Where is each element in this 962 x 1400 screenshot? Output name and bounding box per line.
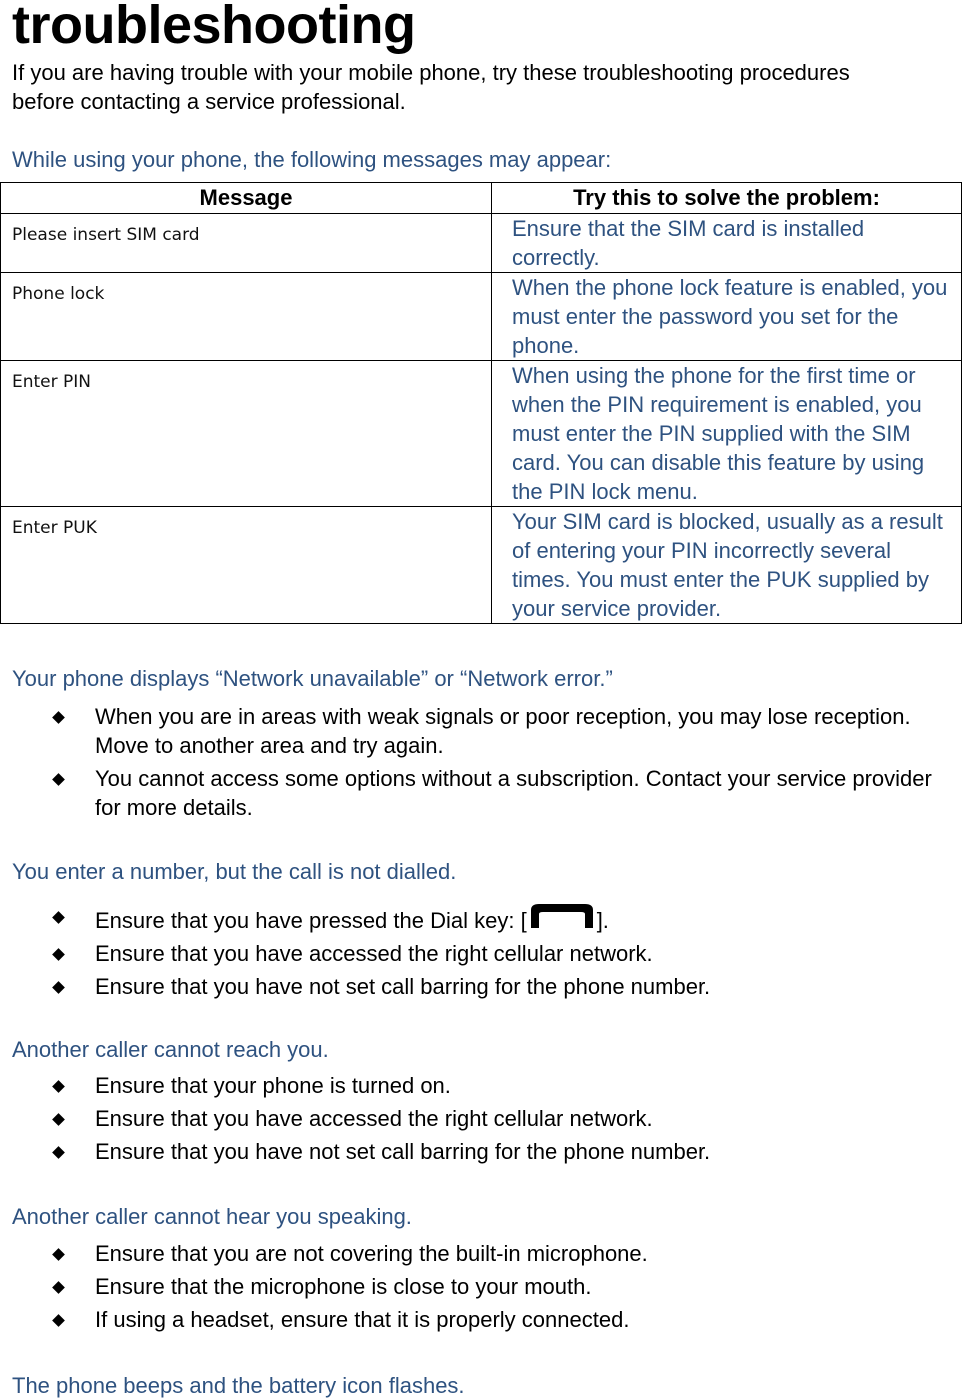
table-row [1, 507, 962, 624]
messages-heading: While using your phone, the following messages may appear: [12, 147, 612, 172]
list-item [0, 702, 962, 760]
dial-key-icon [527, 902, 597, 930]
solution-cell: Your SIM card is blocked, usually as a result of entering your PIN incorrectly several times. You must enter the PUK supplied by your service provider. [492, 507, 962, 624]
diamond-bullet-icon [52, 1113, 65, 1126]
section-heading: Another caller cannot hear you speaking. [12, 1204, 412, 1229]
list-item-text: Ensure that you have not set call barring for the phone number. [95, 974, 711, 999]
list-item-text: When you are in areas with weak signals or poor reception, you may lose reception. Move to another area and try again. [95, 704, 911, 758]
list-item [0, 939, 962, 968]
message-cell: Phone lock [1, 273, 492, 361]
solution-cell: When using the phone for the first time or when the PIN requirement is enabled, you must enter the PIN supplied with the SIM card. You can disable this feature by using the PIN lock menu. [492, 361, 962, 507]
list-item-text: Ensure that you are not covering the built-in microphone. [95, 1241, 648, 1266]
list-item-text: ]. [596, 908, 609, 933]
list-item [0, 1239, 962, 1268]
bullet-list [0, 1071, 962, 1170]
table-row [1, 214, 962, 273]
list-item [0, 972, 962, 1001]
list-item-text: Ensure that your phone is turned on. [95, 1073, 451, 1098]
list-item-text: Ensure that you have pressed the Dial key: [ [95, 908, 527, 933]
diamond-bullet-icon [52, 1314, 65, 1327]
list-item-text: Ensure that you have accessed the right cellular network. [95, 1106, 653, 1131]
section-heading: The phone beeps and the battery icon flashes. [12, 1373, 465, 1398]
list-item-text: If using a headset, ensure that it is properly connected. [95, 1307, 630, 1332]
table-row [1, 361, 962, 507]
table-row [1, 273, 962, 361]
diamond-bullet-icon [52, 911, 65, 924]
list-item-text: You cannot access some options without a subscription. Contact your service provider for more details. [95, 766, 932, 820]
message-cell: Please insert SIM card [1, 214, 492, 273]
list-item [0, 902, 962, 935]
bullet-list [0, 702, 962, 826]
list-item [0, 1071, 962, 1100]
page-title: troubleshooting [12, 0, 416, 55]
diamond-bullet-icon [52, 1248, 65, 1261]
solution-cell: Ensure that the SIM card is installed correctly. [492, 214, 962, 273]
diamond-bullet-icon [52, 981, 65, 994]
message-cell: Enter PUK [1, 507, 492, 624]
list-item-text: Ensure that you have accessed the right cellular network. [95, 941, 653, 966]
diamond-bullet-icon [52, 773, 65, 786]
list-item-text: Ensure that you have not set call barring for the phone number. [95, 1139, 711, 1164]
diamond-bullet-icon [52, 1281, 65, 1294]
section-heading: You enter a number, but the call is not dialled. [12, 859, 457, 884]
section-heading: Your phone displays “Network unavailable” or “Network error.” [12, 666, 613, 691]
list-item [0, 1104, 962, 1133]
column-header: Try this to solve the problem: [492, 183, 962, 214]
intro-text: If you are having trouble with your mobile phone, try these troubleshooting procedures before contacting a service professional. [12, 60, 850, 114]
messages-table [0, 182, 962, 624]
diamond-bullet-icon [52, 1146, 65, 1159]
diamond-bullet-icon [52, 1080, 65, 1093]
solution-cell: When the phone lock feature is enabled, you must enter the password you set for the phone. [492, 273, 962, 361]
list-item-text: Ensure that the microphone is close to your mouth. [95, 1274, 592, 1299]
message-cell: Enter PIN [1, 361, 492, 507]
diamond-bullet-icon [52, 948, 65, 961]
list-item [0, 1305, 962, 1334]
list-item [0, 1272, 962, 1301]
list-item [0, 764, 962, 822]
section-heading: Another caller cannot reach you. [12, 1037, 329, 1062]
bullet-list [0, 1239, 962, 1338]
list-item [0, 1137, 962, 1166]
bullet-list [0, 902, 962, 1005]
diamond-bullet-icon [52, 711, 65, 724]
column-header: Message [1, 183, 492, 214]
table-header-row [1, 183, 962, 214]
